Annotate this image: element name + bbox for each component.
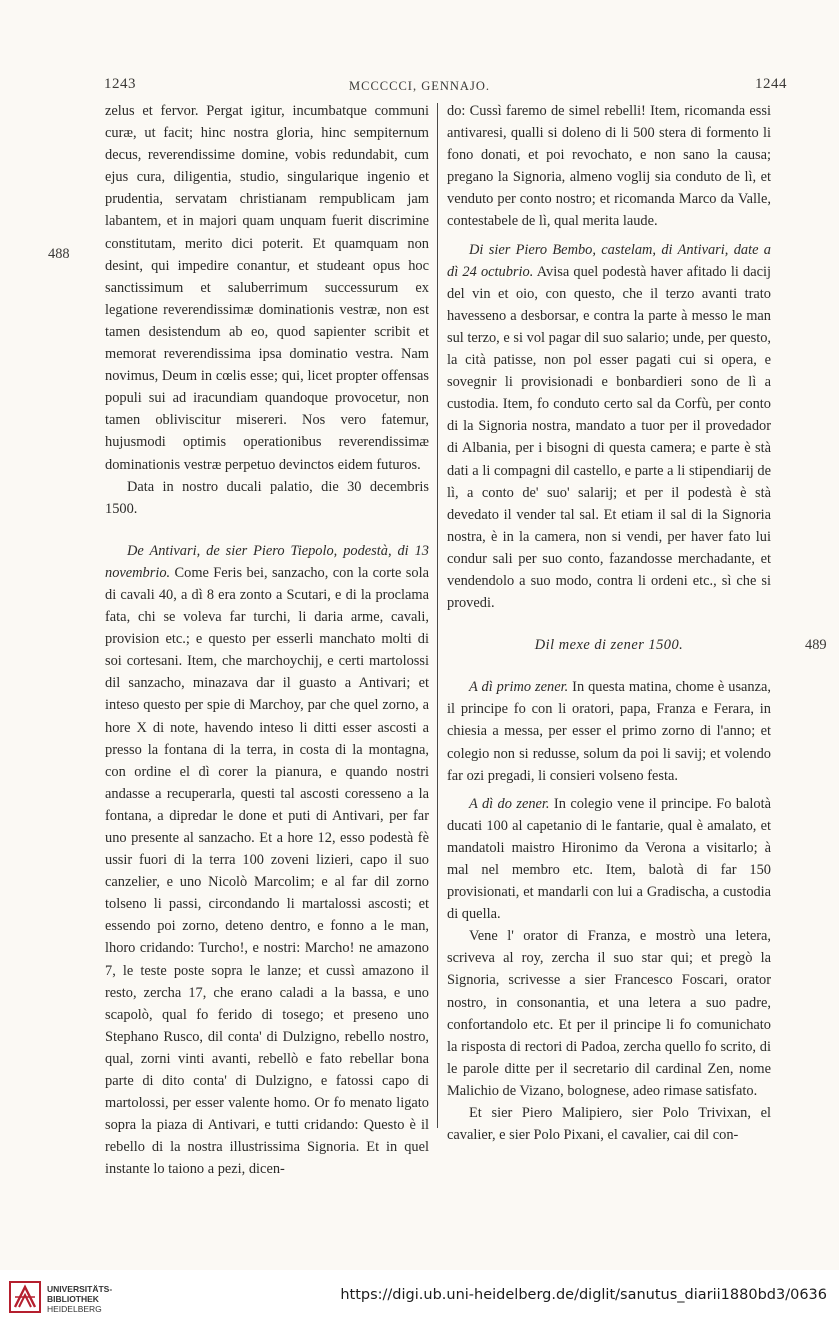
right-column (447, 100, 771, 1146)
entry-body: In colegio vene il principe. Fo balotà ducati 100 al capetanio di le fantarie, qual è amalato, et mandatoli maistro Hironimo da Verona a visitarlo; à mal nel membro etc. Item, balotà di far 150 provisionati, et mandarli con lui a Gradischa, a custodia di quella. (447, 795, 771, 923)
section-heading: Dil mexe di zener 1500. (534, 637, 684, 654)
paragraph-letter-bembo (447, 239, 771, 615)
letter-body: Avisa quel podestà haver afitado li dacij del vin et oio, con questo, che il terzo avanti trato havesseno a desborsar, e contra la parte à messo le man sul terzo, e si vol pagar dil suo salario; unde, per questo, la cità patisse, non pol esser pagati cui si opera, e sovegnir li provisionadi e bonbardieri sono de lì a custodia. Item, fo conduto certo sal da Corfù, per conto di la Signoria nostra, mandato a tuor per il provedador di Albania, per i bisogni di questa camera; e parte è stà dati a li compagni dil castello, e parte a li stipendiarij de lì, a conto de' suo' salarij; et per il podestà è stà devedato il vender tal sal. Et etiam il sal di la Signoria nostra, è in la camera, non si vendi, per haver fato lui condur sali per suo conto, fazandosse merchadante, et vendendolo a suo modo, contra li ordeni etc., sì che si provedi. (447, 263, 771, 612)
page-number-left: 1243 (104, 76, 136, 92)
entry-date: A dì primo zener. (469, 679, 569, 696)
running-title: MCCCCCI, GENNAJO. (349, 79, 490, 93)
paragraph: do: Cussì faremo de simel rebelli! Item, ricomanda essi antivaresi, qualli si doleno di li 500 stera di formento li fono donati, et poi revochato, e non sano la causa; pregano la Signoria, almeno voglij sia conduto de lì, et venduto per conto nostro; et ricomanda Marco da Valle, contestabele de lì, qual merita laude. (447, 103, 771, 230)
letter-heading: De Antivari, de sier Piero Tiepolo, podestà, di 13 novembrio. (105, 542, 429, 581)
document-url-link[interactable]: https://digi.ub.uni-heidelberg.de/diglit/sanutus_diarii1880bd3/0636 (340, 1287, 827, 1303)
viewer-footer (0, 1270, 839, 1326)
paragraph: Et sier Piero Malipiero, sier Polo Trivixan, el cavalier, e sier Polo Pixani, el cavalier, cai dil con- (447, 1105, 771, 1144)
paragraph-entry-day-2 (447, 793, 771, 926)
column-divider (437, 103, 438, 1128)
library-logo-icon[interactable] (9, 1281, 41, 1313)
letter-heading: Di sier Piero Bembo, castelam, di Antivari, date a dì 24 octubrio. (447, 241, 771, 280)
paragraph-letter-antivari (105, 540, 429, 1181)
paragraph: Vene l' orator di Franza, e mostrò una letera, scriveva al roy, zercha il suo star qui; et pregò la Signoria, scrivesse a sier Francesco Foscari, orator nostro, in consonantia, et una letera a suo padre, confortandolo etc. Et per il principe li fo comunichato la risposta di rectori di Padoa, zercha quello fo scrito, di le parole ditte per il secretario dil cardinal Zen, nome Malichio de Vizano, bolognese, adeo rimase satisfato. (447, 928, 771, 1099)
left-column (105, 100, 429, 1181)
paragraph-entry-day-1 (447, 676, 771, 786)
letter-body: Come Feris bei, sanzacho, con la corte sola di cavali 40, a dì 8 era zonto a Scutari, e di la proclama fata, chi se voleva far turchi, li daria arme, cavali, provision etc.; e questo per esserli manchato molti di soi cortesani. Item, che marchoychij, e certi martolossi dil sanzacho, minazava dar il guasto a Antivari; et inteso questo per spie di Marchoy, par che quel zorno, a hore X di note, havendo inteso li ditti esser ascosti a presso la fontana di la terra, in costa di la montagna, con ordine el dì corer la pianura, e quando nostri andasse a recuperarla, questi tal ascosti coresseno a la fontana, a dipredar le done et puti di Antivari, per far uno presente al sanzacho. Et a hore 12, esso podestà fè ussir fuori di la terra 100 zoveni lizieri, capo il suo canzelier, e uno Nicolò Marcolim; e al far dil zorno tolseno li passi, circondando li martalossi ascosti; et essendo poi zorno, deteno dentro, e fonno a le man, lhoro cridando: Turcho!, e nostri: Marcho! ne amazono 7, le teste poste sopra le lanze; et cussì amazono il resto, zercha 17, che erano caladi a la bassa, e uno scapolò, qual fo ferido di tosego; et preseno uno Stephano Rusco, dil conta' di Dulzigno, rebello nostro, qual, zorni vinti avanti, rebellò e fato rebellar bona parte di dito conta' di Dulzigno, e fatossi capo di martolossi, per esser valente homo. Or fo menato ligato sopra la piaza di Antivari, e tutti cridando: Questo è il rebello di la nostra illustrissima Signoria. Et in quel instante lo taiono a pezi, dicen- (105, 564, 429, 1178)
margin-line-number-left: 488 (48, 246, 70, 262)
margin-line-number-right: 489 (805, 637, 827, 653)
paragraph-dateline: Data in nostro ducali palatio, die 30 decembris 1500. (105, 478, 429, 517)
entry-body: In questa matina, chome è usanza, il principe fo con li oratori, papa, Franza e Ferara, in chiesia a messa, per esser el primo zorno di l'anno; et colegio non si redusse, solum da poi li savij; et volendo far ozi pregadi, li consieri volseno festa. (447, 679, 771, 784)
page-number-right: 1244 (755, 76, 787, 92)
library-name: UNIVERSITÄTS- BIBLIOTHEK HEIDELBERG (47, 1284, 113, 1314)
paragraph: zelus et fervor. Pergat igitur, incumbatque communi curæ, ut facit; hinc nostra gloria, hinc sempiternum decus, reverendissime domine, vobis redundabit, cum ejus cura, diligentia, studio, singularique ingenio et prudentia, servatam christianam rempublicam jam labantem, et in majori quam unquam fuerit discrimine constitutam, merito dici poterit. Et quamquam non desint, qui impedire conantur, et studeant opus hoc sanctissimum et saluberrimum successurum ex legatione reverendissimæ dominationis vestræ, non est tamen desistendum ab eo, quod sapienter scribit et memorat reverendissima ipsa dominatio vestra. Nam novimus, Deum in cœlis esse; qui, licet propter offensas populi sui ad iracundiam quandoque provocetur, non tamen obliviscitur misereri. Nos vero fatemur, hujusmodi optimis operationibus reverendissimæ dominationis vestræ perpetuo devinctos eidem futuros. (105, 103, 429, 473)
entry-date: A dì do zener. (469, 795, 550, 812)
